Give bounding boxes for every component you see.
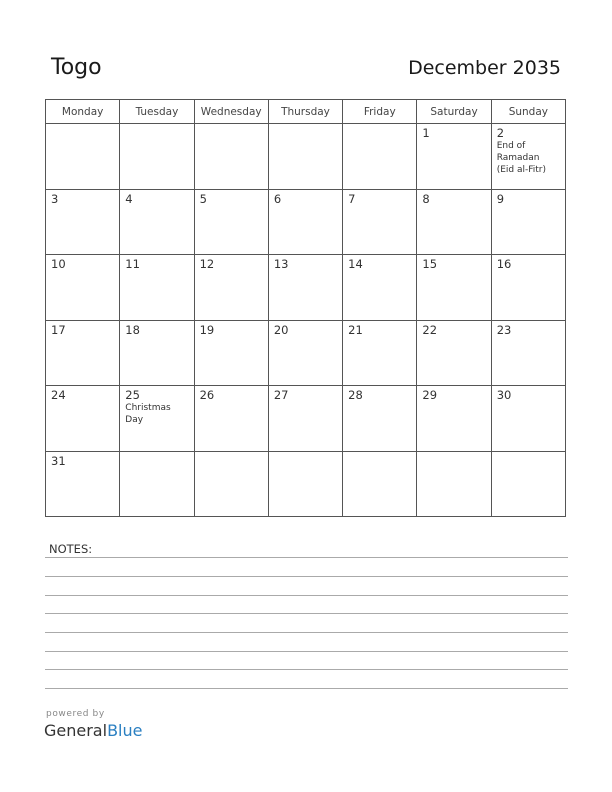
notes-label: NOTES: xyxy=(49,542,93,556)
day-number: 22 xyxy=(422,322,438,337)
calendar-day-cell xyxy=(343,124,417,190)
weekday-header: Thursday xyxy=(268,100,342,124)
day-number: 24 xyxy=(51,388,66,402)
powered-by-text: powered by xyxy=(46,709,105,719)
calendar-day-cell xyxy=(120,189,194,255)
day-number xyxy=(269,452,342,454)
calendar-day-cell xyxy=(120,320,194,386)
calendar-day-cell xyxy=(46,189,120,255)
day-number: 28 xyxy=(348,388,363,402)
note-line xyxy=(45,651,568,652)
day-number: 13 xyxy=(273,257,289,271)
day-number: 14 xyxy=(348,257,363,271)
day-number xyxy=(343,452,416,454)
calendar-day-cell xyxy=(491,124,565,190)
holiday-label: (Eid al-Fitr) xyxy=(496,165,546,175)
calendar-day-cell xyxy=(46,451,120,517)
calendar-day-cell xyxy=(46,320,120,386)
calendar-day-cell xyxy=(268,451,342,517)
weekday-header-row xyxy=(46,100,566,124)
calendar-day-cell xyxy=(491,255,565,321)
calendar-week-row xyxy=(46,320,566,386)
calendar-day-cell xyxy=(120,124,194,190)
calendar-day-cell xyxy=(194,320,268,386)
calendar-day-cell xyxy=(417,320,491,386)
weekday-header: Monday xyxy=(46,100,120,124)
calendar-week-row xyxy=(46,386,566,452)
weekday-header: Friday xyxy=(343,100,417,124)
day-number: 11 xyxy=(125,257,140,271)
calendar-grid xyxy=(45,99,566,517)
note-line xyxy=(45,613,568,614)
day-number: 21 xyxy=(348,322,363,337)
weekday-header: Saturday xyxy=(417,100,491,124)
day-number: 2 xyxy=(496,126,505,140)
logo-blue: Blue xyxy=(107,721,143,740)
day-number: 15 xyxy=(422,257,438,271)
day-number xyxy=(120,124,193,126)
generalblue-logo xyxy=(44,721,142,740)
day-number xyxy=(46,124,119,126)
holiday-label: Day xyxy=(125,415,144,425)
calendar-day-cell xyxy=(417,451,491,517)
calendar-week-row xyxy=(46,255,566,321)
calendar-day-cell xyxy=(417,386,491,452)
calendar-day-cell xyxy=(46,124,120,190)
weekday-header: Wednesday xyxy=(194,100,268,124)
month-year-title: December 2035 xyxy=(408,57,561,79)
calendar-day-cell xyxy=(194,255,268,321)
day-number xyxy=(492,452,565,454)
logo-general: General xyxy=(44,721,108,740)
holiday-label: Ramadan xyxy=(496,153,540,163)
day-number: 18 xyxy=(125,322,140,337)
calendar-day-cell xyxy=(194,386,268,452)
day-number: 23 xyxy=(496,322,512,337)
calendar-day-cell xyxy=(491,386,565,452)
calendar-day-cell xyxy=(417,255,491,321)
calendar-day-cell xyxy=(491,451,565,517)
calendar-day-cell xyxy=(343,320,417,386)
note-line xyxy=(45,632,568,633)
day-number: 20 xyxy=(273,322,289,337)
day-number: 4 xyxy=(125,191,133,206)
day-number: 29 xyxy=(422,388,438,402)
day-number: 30 xyxy=(496,388,512,402)
calendar-day-cell xyxy=(120,386,194,452)
day-number: 17 xyxy=(51,322,66,337)
day-number: 6 xyxy=(273,191,282,206)
note-line xyxy=(45,557,568,558)
note-line xyxy=(45,595,568,596)
calendar-day-cell xyxy=(194,124,268,190)
day-number: 9 xyxy=(496,191,505,206)
day-number: 16 xyxy=(496,257,512,271)
day-number: 31 xyxy=(51,453,66,468)
day-number: 3 xyxy=(51,191,59,206)
day-number: 10 xyxy=(51,257,66,271)
calendar-day-cell xyxy=(120,451,194,517)
day-number xyxy=(120,452,193,454)
weekday-header: Sunday xyxy=(491,100,565,124)
calendar-day-cell xyxy=(343,189,417,255)
calendar-day-cell xyxy=(268,255,342,321)
calendar-day-cell xyxy=(491,320,565,386)
calendar-day-cell xyxy=(491,189,565,255)
day-number: 27 xyxy=(273,388,289,402)
calendar-day-cell xyxy=(343,386,417,452)
calendar-day-cell xyxy=(268,189,342,255)
holiday-label: End of xyxy=(496,141,526,151)
note-line xyxy=(45,576,568,577)
day-number: 25 xyxy=(125,388,140,402)
day-number: 26 xyxy=(199,388,215,402)
calendar-day-cell xyxy=(120,255,194,321)
day-number xyxy=(269,124,342,126)
day-number xyxy=(195,124,268,126)
holiday-label: Christmas xyxy=(125,403,171,413)
day-number xyxy=(417,452,490,454)
calendar-day-cell xyxy=(194,451,268,517)
day-number: 7 xyxy=(348,191,356,206)
day-number: 5 xyxy=(199,191,207,206)
calendar-body xyxy=(46,124,566,517)
note-line xyxy=(45,688,568,689)
calendar-week-row xyxy=(46,451,566,517)
calendar-day-cell xyxy=(268,124,342,190)
day-number: 12 xyxy=(199,257,215,271)
calendar-day-cell xyxy=(343,255,417,321)
day-number: 8 xyxy=(422,191,430,206)
note-line xyxy=(45,669,568,670)
calendar-day-cell xyxy=(343,451,417,517)
calendar-day-cell xyxy=(417,189,491,255)
calendar-week-row xyxy=(46,124,566,190)
calendar-day-cell xyxy=(268,320,342,386)
weekday-header: Tuesday xyxy=(120,100,194,124)
calendar-day-cell xyxy=(194,189,268,255)
calendar-day-cell xyxy=(46,386,120,452)
calendar-day-cell xyxy=(417,124,491,190)
day-number: 1 xyxy=(422,126,430,140)
calendar-week-row xyxy=(46,189,566,255)
day-number: 19 xyxy=(199,322,215,337)
calendar-day-cell xyxy=(46,255,120,321)
calendar-day-cell xyxy=(268,386,342,452)
day-number xyxy=(343,124,416,126)
country-title: Togo xyxy=(51,55,102,80)
day-number xyxy=(195,452,268,454)
